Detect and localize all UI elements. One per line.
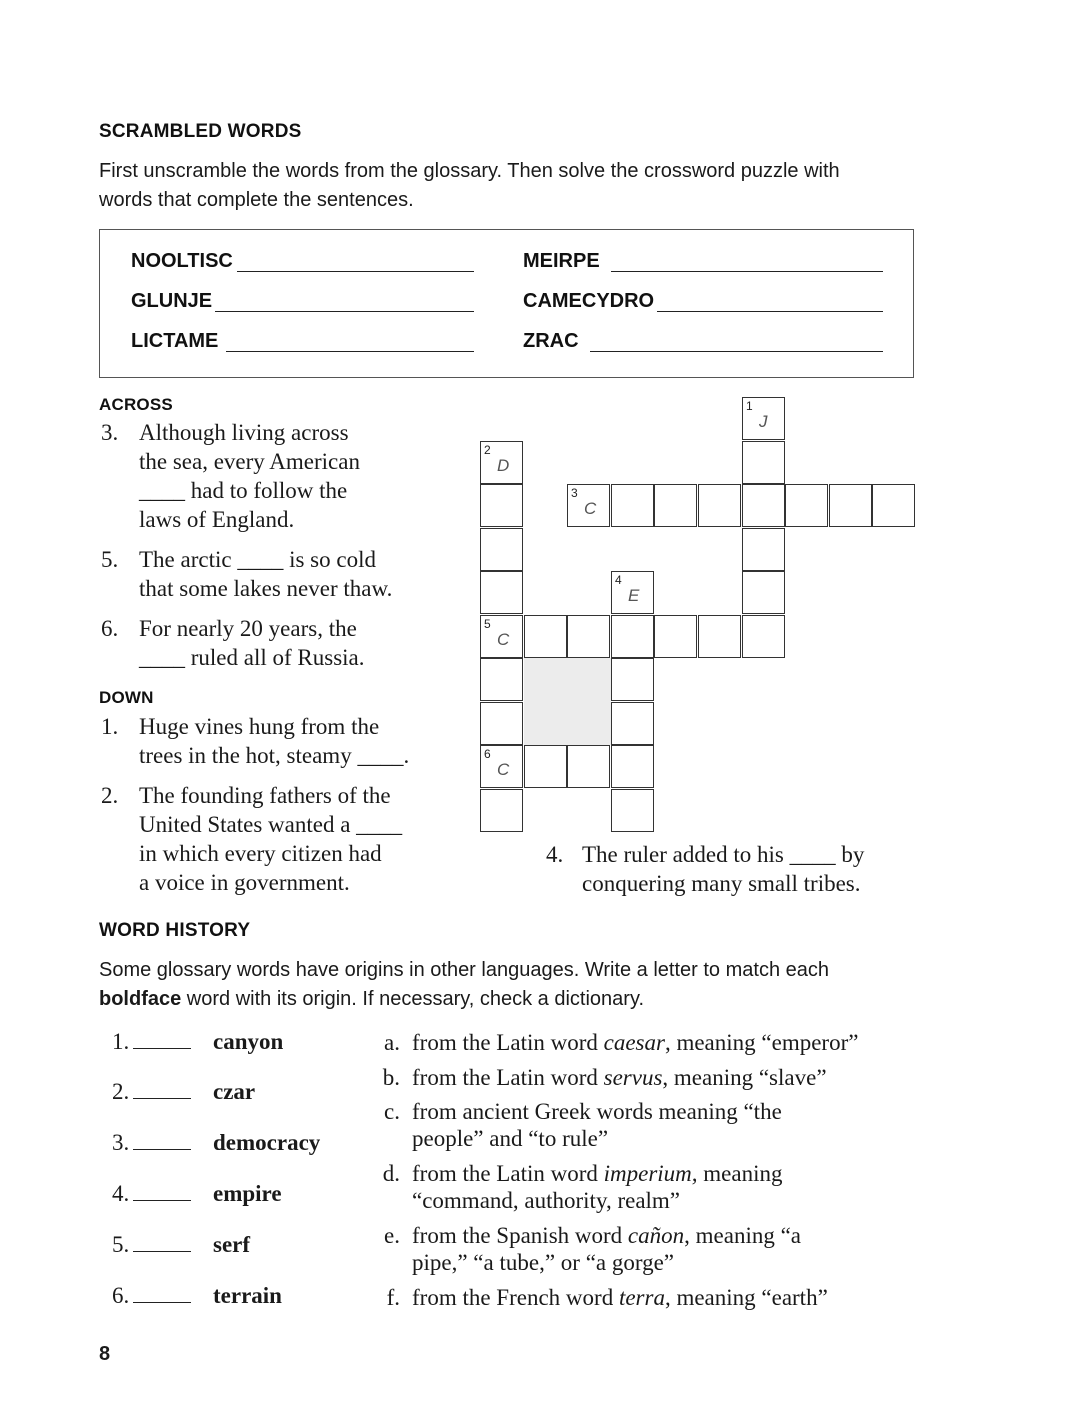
match-number: 4. — [112, 1181, 130, 1206]
origin-b — [366, 1064, 926, 1092]
crossword-cell[interactable] — [524, 615, 567, 658]
cell-letter: J — [759, 412, 768, 431]
scrambled-instruction-line2: words that complete the sentences. — [99, 189, 414, 211]
origin-e — [366, 1222, 926, 1278]
match-word: czar — [213, 1079, 256, 1104]
instruction-rest: word with its origin. If necessary, check a dictionary. — [181, 988, 645, 1010]
match-number: 2. — [112, 1079, 130, 1104]
origin-d — [366, 1160, 926, 1216]
word-history-instruction-line2 — [99, 985, 829, 1014]
clue-line: Huge vines hung from the — [139, 714, 380, 739]
crossword-cell[interactable] — [480, 702, 523, 745]
match-item — [112, 1283, 191, 1309]
origin-letter: e. — [384, 1223, 400, 1248]
crossword-cell[interactable] — [567, 484, 610, 527]
origin-letter: c. — [384, 1099, 400, 1124]
clue-line: ____ had to follow the — [139, 478, 348, 503]
origin-text: from the Latin word — [412, 1065, 604, 1090]
match-word: empire — [213, 1181, 282, 1206]
cell-number: 6 — [484, 747, 491, 761]
crossword-cell[interactable] — [611, 615, 654, 658]
cell-letter: D — [497, 456, 510, 475]
origin-letter: f. — [386, 1285, 400, 1310]
match-word: canyon — [213, 1029, 284, 1054]
clue-line: The founding fathers of the — [139, 783, 391, 808]
origin-text: pipe,” “a tube,” or “a gorge” — [412, 1250, 675, 1275]
match-blank[interactable] — [133, 1048, 191, 1049]
scrambled-word: LICTAME — [131, 330, 219, 352]
match-item — [112, 1232, 191, 1258]
word-history-instruction — [99, 956, 829, 1014]
match-blank[interactable] — [133, 1200, 191, 1201]
match-blank[interactable] — [133, 1302, 191, 1303]
clue-line: The arctic ____ is so cold — [139, 547, 376, 572]
origin-letter: b. — [382, 1065, 400, 1090]
clue-line: laws of England. — [139, 507, 295, 532]
match-item — [112, 1130, 191, 1156]
crossword-cell[interactable] — [742, 615, 785, 658]
cell-number: 5 — [484, 617, 491, 631]
crossword-cell[interactable] — [829, 484, 872, 527]
origin-italic: imperium, — [603, 1161, 698, 1186]
origin-text: “command, authority, realm” — [412, 1188, 681, 1213]
crossword-cell[interactable] — [480, 528, 523, 571]
match-number: 6. — [112, 1283, 130, 1308]
origin-text: , meaning “slave” — [662, 1065, 827, 1090]
crossword-cell[interactable] — [480, 745, 523, 788]
crossword-cell[interactable] — [611, 789, 654, 832]
clue-line: ____ ruled all of Russia. — [139, 645, 365, 670]
cell-letter: C — [497, 630, 510, 649]
page-number: 8 — [99, 1343, 111, 1365]
crossword-cell[interactable] — [611, 745, 654, 788]
cell-number: 1 — [746, 399, 753, 413]
crossword-cell[interactable] — [480, 658, 523, 701]
crossword-cell[interactable] — [611, 658, 654, 701]
clue-line: the sea, every American — [139, 449, 360, 474]
origin-letter: d. — [382, 1161, 400, 1186]
origin-italic: caesar — [603, 1030, 665, 1055]
clue-line: in which every citizen had — [139, 841, 382, 866]
match-word: serf — [213, 1232, 251, 1257]
origin-italic: cañon — [627, 1223, 685, 1248]
origin-text: , meaning “earth” — [664, 1285, 828, 1310]
cell-number: 3 — [571, 486, 578, 500]
crossword-cell[interactable] — [611, 484, 654, 527]
instruction-bold-word: boldface — [99, 988, 182, 1010]
crossword-cell[interactable] — [742, 571, 785, 614]
down-title: DOWN — [99, 688, 154, 707]
crossword-cell[interactable] — [742, 484, 785, 527]
origin-italic: terra — [618, 1285, 665, 1310]
clue-line: conquering many small tribes. — [582, 871, 861, 896]
match-word: democracy — [213, 1130, 321, 1155]
crossword-cell[interactable] — [480, 615, 523, 658]
origin-f — [366, 1284, 926, 1312]
match-item — [112, 1181, 191, 1207]
section-title-word-history: WORD HISTORY — [99, 920, 251, 941]
cell-letter: C — [497, 760, 510, 779]
scrambled-word: MEIRPE — [523, 250, 600, 272]
cell-number: 4 — [615, 573, 622, 587]
across-title: ACROSS — [99, 395, 173, 414]
match-word: terrain — [213, 1283, 282, 1308]
scrambled-word: GLUNJE — [131, 290, 213, 312]
origin-c — [366, 1098, 926, 1154]
match-blank[interactable] — [133, 1098, 191, 1099]
origin-text: , meaning “a — [684, 1223, 802, 1248]
shaded-block — [524, 658, 611, 745]
origin-text: meaning — [697, 1161, 783, 1186]
crossword-cell[interactable] — [742, 441, 785, 484]
scrambled-word: ZRAC — [523, 330, 579, 352]
origin-text: from the French word — [412, 1285, 619, 1310]
clue-line: trees in the hot, steamy ____. — [139, 743, 410, 768]
crossword-cell[interactable] — [611, 702, 654, 745]
scrambled-instruction-line1: First unscramble the words from the glossary. Then solve the crossword puzzle with — [99, 160, 840, 182]
scrambled-word: CAMECYDRO — [523, 290, 655, 312]
scrambled-word: NOOLTISC — [131, 250, 233, 272]
clue-line: that some lakes never thaw. — [139, 576, 393, 601]
clue-line: United States wanted a ____ — [139, 812, 403, 837]
cell-letter: E — [628, 586, 640, 605]
match-blank[interactable] — [133, 1251, 191, 1252]
crossword-cell[interactable] — [611, 571, 654, 614]
crossword-cell[interactable] — [654, 615, 697, 658]
origin-letter: a. — [384, 1030, 400, 1055]
match-number: 3. — [112, 1130, 130, 1155]
origin-italic: servus — [603, 1065, 663, 1090]
crossword-cell[interactable] — [872, 484, 915, 527]
word-history-instruction-line1: Some glossary words have origins in other languages. Write a letter to match each — [99, 959, 829, 981]
origin-text: people” and “to rule” — [412, 1126, 609, 1151]
crossword-cell[interactable] — [654, 484, 697, 527]
clue-line: The ruler added to his ____ by — [582, 842, 865, 867]
crossword-cell[interactable] — [480, 571, 523, 614]
match-number: 5. — [112, 1232, 130, 1257]
clue-line: For nearly 20 years, the — [139, 616, 357, 641]
origin-text: from the Latin word — [412, 1161, 604, 1186]
cell-number: 2 — [484, 443, 491, 457]
crossword-cell[interactable] — [567, 745, 610, 788]
crossword-cell[interactable] — [698, 615, 741, 658]
origin-text: from ancient Greek words meaning “the — [412, 1099, 782, 1124]
clue-number: 2. — [101, 783, 119, 808]
section-title-scrambled: SCRAMBLED WORDS — [99, 121, 302, 142]
origin-text: from the Latin word — [412, 1030, 604, 1055]
clue-number: 5. — [101, 547, 119, 572]
clue-number: 1. — [101, 714, 119, 739]
crossword-cell[interactable] — [567, 615, 610, 658]
crossword-cell[interactable] — [524, 745, 567, 788]
match-item — [112, 1029, 191, 1055]
crossword-cell[interactable] — [480, 441, 523, 484]
crossword-cell[interactable] — [742, 397, 785, 440]
origin-text: , meaning “emperor” — [664, 1030, 859, 1055]
clue-line: a voice in government. — [139, 870, 350, 895]
crossword-cell[interactable] — [480, 789, 523, 832]
clue-number: 3. — [101, 420, 119, 445]
clue-number: 6. — [101, 616, 119, 641]
origin-text: from the Spanish word — [412, 1223, 628, 1248]
clue-number: 4. — [546, 842, 564, 867]
clue-line: Although living across — [139, 420, 349, 445]
match-item — [112, 1079, 191, 1105]
crossword-cell[interactable] — [785, 484, 828, 527]
crossword-cell[interactable] — [742, 528, 785, 571]
crossword-cell[interactable] — [698, 484, 741, 527]
match-number: 1. — [112, 1029, 130, 1054]
origin-a — [366, 1029, 926, 1057]
cell-letter: C — [584, 499, 597, 518]
crossword-cell[interactable] — [480, 484, 523, 527]
match-blank[interactable] — [133, 1149, 191, 1150]
